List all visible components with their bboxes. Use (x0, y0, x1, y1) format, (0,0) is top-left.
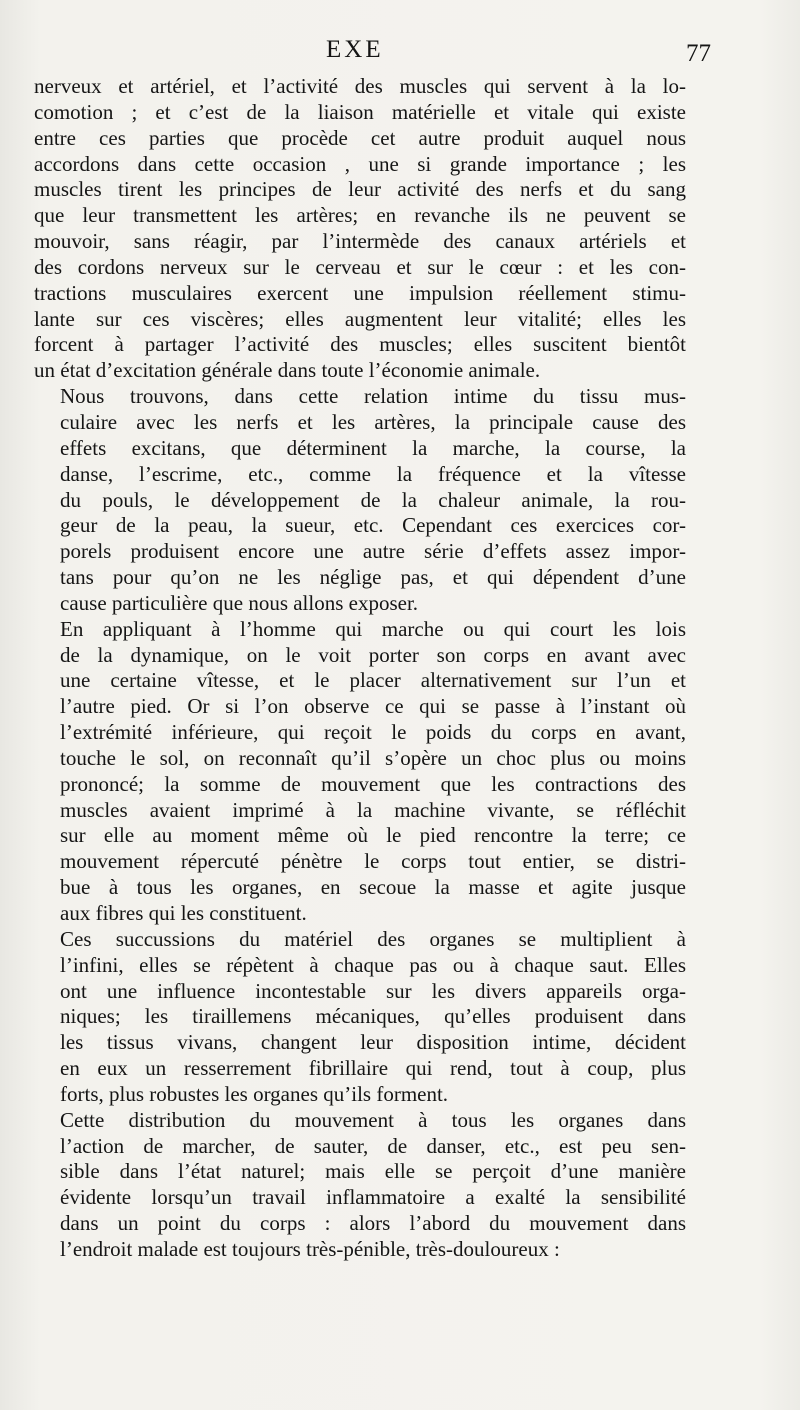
text-line: une certaine vîtesse, et le placer alternativement sur l’un et (60, 668, 686, 693)
text-line: tans pour qu’on ne les néglige pas, et qui dépendent d’une (60, 565, 686, 590)
text-line: mouvement répercuté pénètre le corps tout entier, se distri- (60, 849, 686, 874)
text-line: En appliquant à l’homme qui marche ou qui court les lois (60, 616, 686, 641)
text-line: nerveux et artériel, et l’activité des muscles qui servent à la lo- (34, 74, 686, 98)
text-line: de la dynamique, on le voit porter son corps en avant avec (60, 642, 686, 667)
text-line: comotion ; et c’est de la liaison matérielle et vitale qui existe (34, 99, 686, 124)
text-line: muscles avaient imprimé à la machine vivante, se réfléchit (60, 797, 686, 822)
text-line: prononcé; la somme de mouvement que les contractions des (60, 771, 686, 796)
text-line: les tissus vivans, changent leur disposition intime, décident (60, 1030, 686, 1055)
text-line: évidente lorsqu’un travail inflammatoire a exalté la sensibilité (60, 1185, 686, 1210)
text-line: un état d’excitation générale dans toute l’économie animale. (34, 358, 541, 383)
text-line: Cette distribution du mouvement à tous les organes dans (60, 1107, 686, 1132)
text-line: l’extrémité inférieure, qui reçoit le poids du corps en avant, (60, 720, 686, 745)
paragraph (34, 74, 686, 384)
paragraph (34, 617, 686, 927)
text-line: porels produisent encore une autre série d’effets assez impor- (60, 539, 686, 564)
body-text (34, 74, 686, 1263)
paragraph (34, 927, 686, 1108)
running-head: EXE (326, 36, 384, 63)
text-line: muscles tirent les principes de leur activité des nerfs et du sang (34, 177, 686, 202)
text-line: niques; les tiraillemens mécaniques, qu’elles produisent dans (60, 1004, 686, 1029)
text-line: dans un point du corps : alors l’abord du mouvement dans (60, 1211, 686, 1236)
text-line: en eux un resserrement fibrillaire qui rend, tout à coup, plus (60, 1056, 686, 1081)
text-line: geur de la peau, la sueur, etc. Cependant ces exercices cor- (60, 513, 686, 538)
text-line: l’action de marcher, de sauter, de danser, etc., est peu sen- (60, 1133, 686, 1158)
text-line: l’infini, elles se répètent à chaque pas ou à chaque saut. Elles (60, 952, 686, 977)
text-line: bue à tous les organes, en secoue la masse et agite jusque (60, 875, 686, 900)
text-line: sur elle au moment même où le pied rencontre la terre; ce (60, 823, 686, 848)
page-header (34, 36, 711, 70)
text-line: accordons dans cette occasion , une si grande importance ; les (34, 151, 686, 176)
text-line: tractions musculaires exercent une impulsion réellement stimu- (34, 280, 686, 305)
text-line: entre ces parties que procède cet autre produit auquel nous (34, 125, 686, 150)
text-line: culaire avec les nerfs et les artères, la principale cause des (60, 409, 686, 434)
paragraph (34, 384, 686, 617)
text-line: touche le sol, on reconnaît qu’il s’opère un choc plus ou moins (60, 745, 686, 770)
text-line: mouvoir, sans réagir, par l’intermède des canaux artériels et (34, 229, 686, 254)
text-line: que leur transmettent les artères; en revanche ils ne peuvent se (34, 203, 686, 228)
text-line: Nous trouvons, dans cette relation intime du tissu mus- (60, 384, 686, 409)
text-line: cause particulière que nous allons exposer. (60, 590, 419, 615)
text-line: des cordons nerveux sur le cerveau et sur le cœur : et les con- (34, 254, 686, 279)
text-line: effets excitans, que déterminent la marche, la course, la (60, 435, 686, 460)
text-line: l’endroit malade est toujours très-pénible, très-douloureux : (60, 1236, 560, 1261)
text-line: du pouls, le développement de la chaleur animale, la rou- (60, 487, 686, 512)
text-line: ont une influence incontestable sur les divers appareils orga- (60, 978, 686, 1003)
text-line: lante sur ces viscères; elles augmentent leur vitalité; elles les (34, 306, 686, 331)
text-line: forts, plus robustes les organes qu’ils forment. (60, 1081, 449, 1106)
text-line: Ces succussions du matériel des organes se multiplient à (60, 926, 686, 951)
text-line: l’autre pied. Or si l’on observe ce qui se passe à l’instant où (60, 694, 686, 719)
text-line: aux fibres qui les constituent. (60, 901, 307, 925)
text-line: forcent à partager l’activité des muscles; elles suscitent bientôt (34, 332, 686, 357)
text-line: danse, l’escrime, etc., comme la fréquence et la vîtesse (60, 461, 686, 486)
paragraph (34, 1108, 686, 1263)
page-number: 77 (686, 40, 711, 67)
text-line: sible dans l’état naturel; mais elle se perçoit d’une manière (60, 1159, 686, 1184)
